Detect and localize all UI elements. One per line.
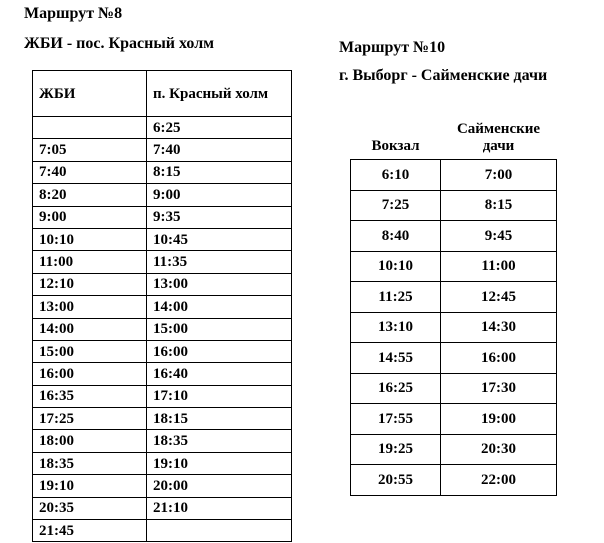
departure-time-cell: 8:40 <box>351 221 441 252</box>
departure-time-cell: 16:00 <box>33 363 147 385</box>
table-row <box>351 190 557 221</box>
table-row <box>33 363 292 385</box>
table-row <box>33 452 292 474</box>
return-time-cell: 6:25 <box>147 117 292 139</box>
return-time-cell: 18:15 <box>147 408 292 430</box>
return-time-cell: 7:40 <box>147 139 292 161</box>
return-time-cell: 14:00 <box>147 296 292 318</box>
departure-time-cell: 16:35 <box>33 385 147 407</box>
table-row <box>33 318 292 340</box>
return-time-cell: 16:40 <box>147 363 292 385</box>
departure-time-cell <box>33 117 147 139</box>
table-row <box>351 160 557 191</box>
table-row <box>351 434 557 465</box>
return-time-cell: 7:00 <box>441 160 557 191</box>
departure-time-cell: 20:55 <box>351 465 441 496</box>
return-time-cell: 14:30 <box>441 312 557 343</box>
return-time-cell: 18:35 <box>147 430 292 452</box>
table-row <box>33 408 292 430</box>
return-time-cell: 13:00 <box>147 273 292 295</box>
departure-time-cell: 6:10 <box>351 160 441 191</box>
table-row <box>33 520 292 542</box>
return-time-cell: 16:00 <box>147 340 292 362</box>
table-row <box>33 161 292 183</box>
table-row <box>33 139 292 161</box>
table-row <box>33 251 292 273</box>
table-row <box>351 343 557 374</box>
departure-time-cell: 9:00 <box>33 206 147 228</box>
return-time-cell: 8:15 <box>441 190 557 221</box>
table-row <box>351 465 557 496</box>
table-row <box>33 430 292 452</box>
departure-time-cell: 13:00 <box>33 296 147 318</box>
departure-time-cell: 11:00 <box>33 251 147 273</box>
departure-time-cell: 18:35 <box>33 452 147 474</box>
departure-time-cell: 7:40 <box>33 161 147 183</box>
table-row <box>351 312 557 343</box>
table-row <box>33 184 292 206</box>
return-time-cell: 21:10 <box>147 497 292 519</box>
departure-time-cell: 7:05 <box>33 139 147 161</box>
table-row <box>351 373 557 404</box>
departure-time-cell: 17:25 <box>33 408 147 430</box>
return-time-cell: 20:00 <box>147 475 292 497</box>
route-8-schedule-table <box>32 70 292 542</box>
route-10-title: Маршрут №10 <box>339 39 446 56</box>
return-time-cell: 11:35 <box>147 251 292 273</box>
return-time-cell: 17:30 <box>441 373 557 404</box>
return-time-cell: 9:00 <box>147 184 292 206</box>
route-8-subtitle: ЖБИ - пос. Красный холм <box>24 35 215 52</box>
table-row <box>351 221 557 252</box>
return-time-cell: 15:00 <box>147 318 292 340</box>
table-row <box>351 282 557 313</box>
return-time-cell: 16:00 <box>441 343 557 374</box>
return-time-cell <box>147 520 292 542</box>
departure-time-cell: 10:10 <box>33 228 147 250</box>
return-time-cell: 11:00 <box>441 251 557 282</box>
table-row <box>351 251 557 282</box>
departure-time-cell: 11:25 <box>351 282 441 313</box>
table-row <box>33 475 292 497</box>
table-row <box>33 296 292 318</box>
return-time-cell: 17:10 <box>147 385 292 407</box>
route-8-header <box>24 4 214 54</box>
departure-time-cell: 15:00 <box>33 340 147 362</box>
return-time-cell: 10:45 <box>147 228 292 250</box>
route-8-title: Маршрут №8 <box>24 5 123 22</box>
return-time-cell: 8:15 <box>147 161 292 183</box>
column-header-vokzal: Вокзал <box>351 110 441 160</box>
column-header-zhbi: ЖБИ <box>33 71 147 117</box>
departure-time-cell: 20:35 <box>33 497 147 519</box>
departure-time-cell: 7:25 <box>351 190 441 221</box>
departure-time-cell: 16:25 <box>351 373 441 404</box>
return-time-cell: 9:35 <box>147 206 292 228</box>
route-10-subtitle: г. Выборг - Сайменские дачи <box>339 67 548 84</box>
table-row <box>33 117 292 139</box>
table-row <box>351 404 557 435</box>
departure-time-cell: 19:25 <box>351 434 441 465</box>
return-time-cell: 9:45 <box>441 221 557 252</box>
departure-time-cell: 13:10 <box>351 312 441 343</box>
table-row <box>33 385 292 407</box>
departure-time-cell: 8:20 <box>33 184 147 206</box>
departure-time-cell: 12:10 <box>33 273 147 295</box>
route-10-schedule-table <box>350 110 557 496</box>
departure-time-cell: 14:00 <box>33 318 147 340</box>
departure-time-cell: 19:10 <box>33 475 147 497</box>
table-row <box>33 228 292 250</box>
table-row <box>33 273 292 295</box>
return-time-cell: 20:30 <box>441 434 557 465</box>
departure-time-cell: 17:55 <box>351 404 441 435</box>
departure-time-cell: 10:10 <box>351 251 441 282</box>
table-header-row <box>351 110 557 160</box>
table-row <box>33 340 292 362</box>
departure-time-cell: 21:45 <box>33 520 147 542</box>
table-row <box>33 497 292 519</box>
departure-time-cell: 14:55 <box>351 343 441 374</box>
column-header-krasny-kholm: п. Красный холм <box>147 71 292 117</box>
route-10-header <box>339 38 547 86</box>
return-time-cell: 22:00 <box>441 465 557 496</box>
return-time-cell: 19:00 <box>441 404 557 435</box>
return-time-cell: 12:45 <box>441 282 557 313</box>
table-header-row <box>33 71 292 117</box>
table-row <box>33 206 292 228</box>
return-time-cell: 19:10 <box>147 452 292 474</box>
column-header-saimenskie-dachi: Сайменские дачи <box>441 110 557 160</box>
departure-time-cell: 18:00 <box>33 430 147 452</box>
